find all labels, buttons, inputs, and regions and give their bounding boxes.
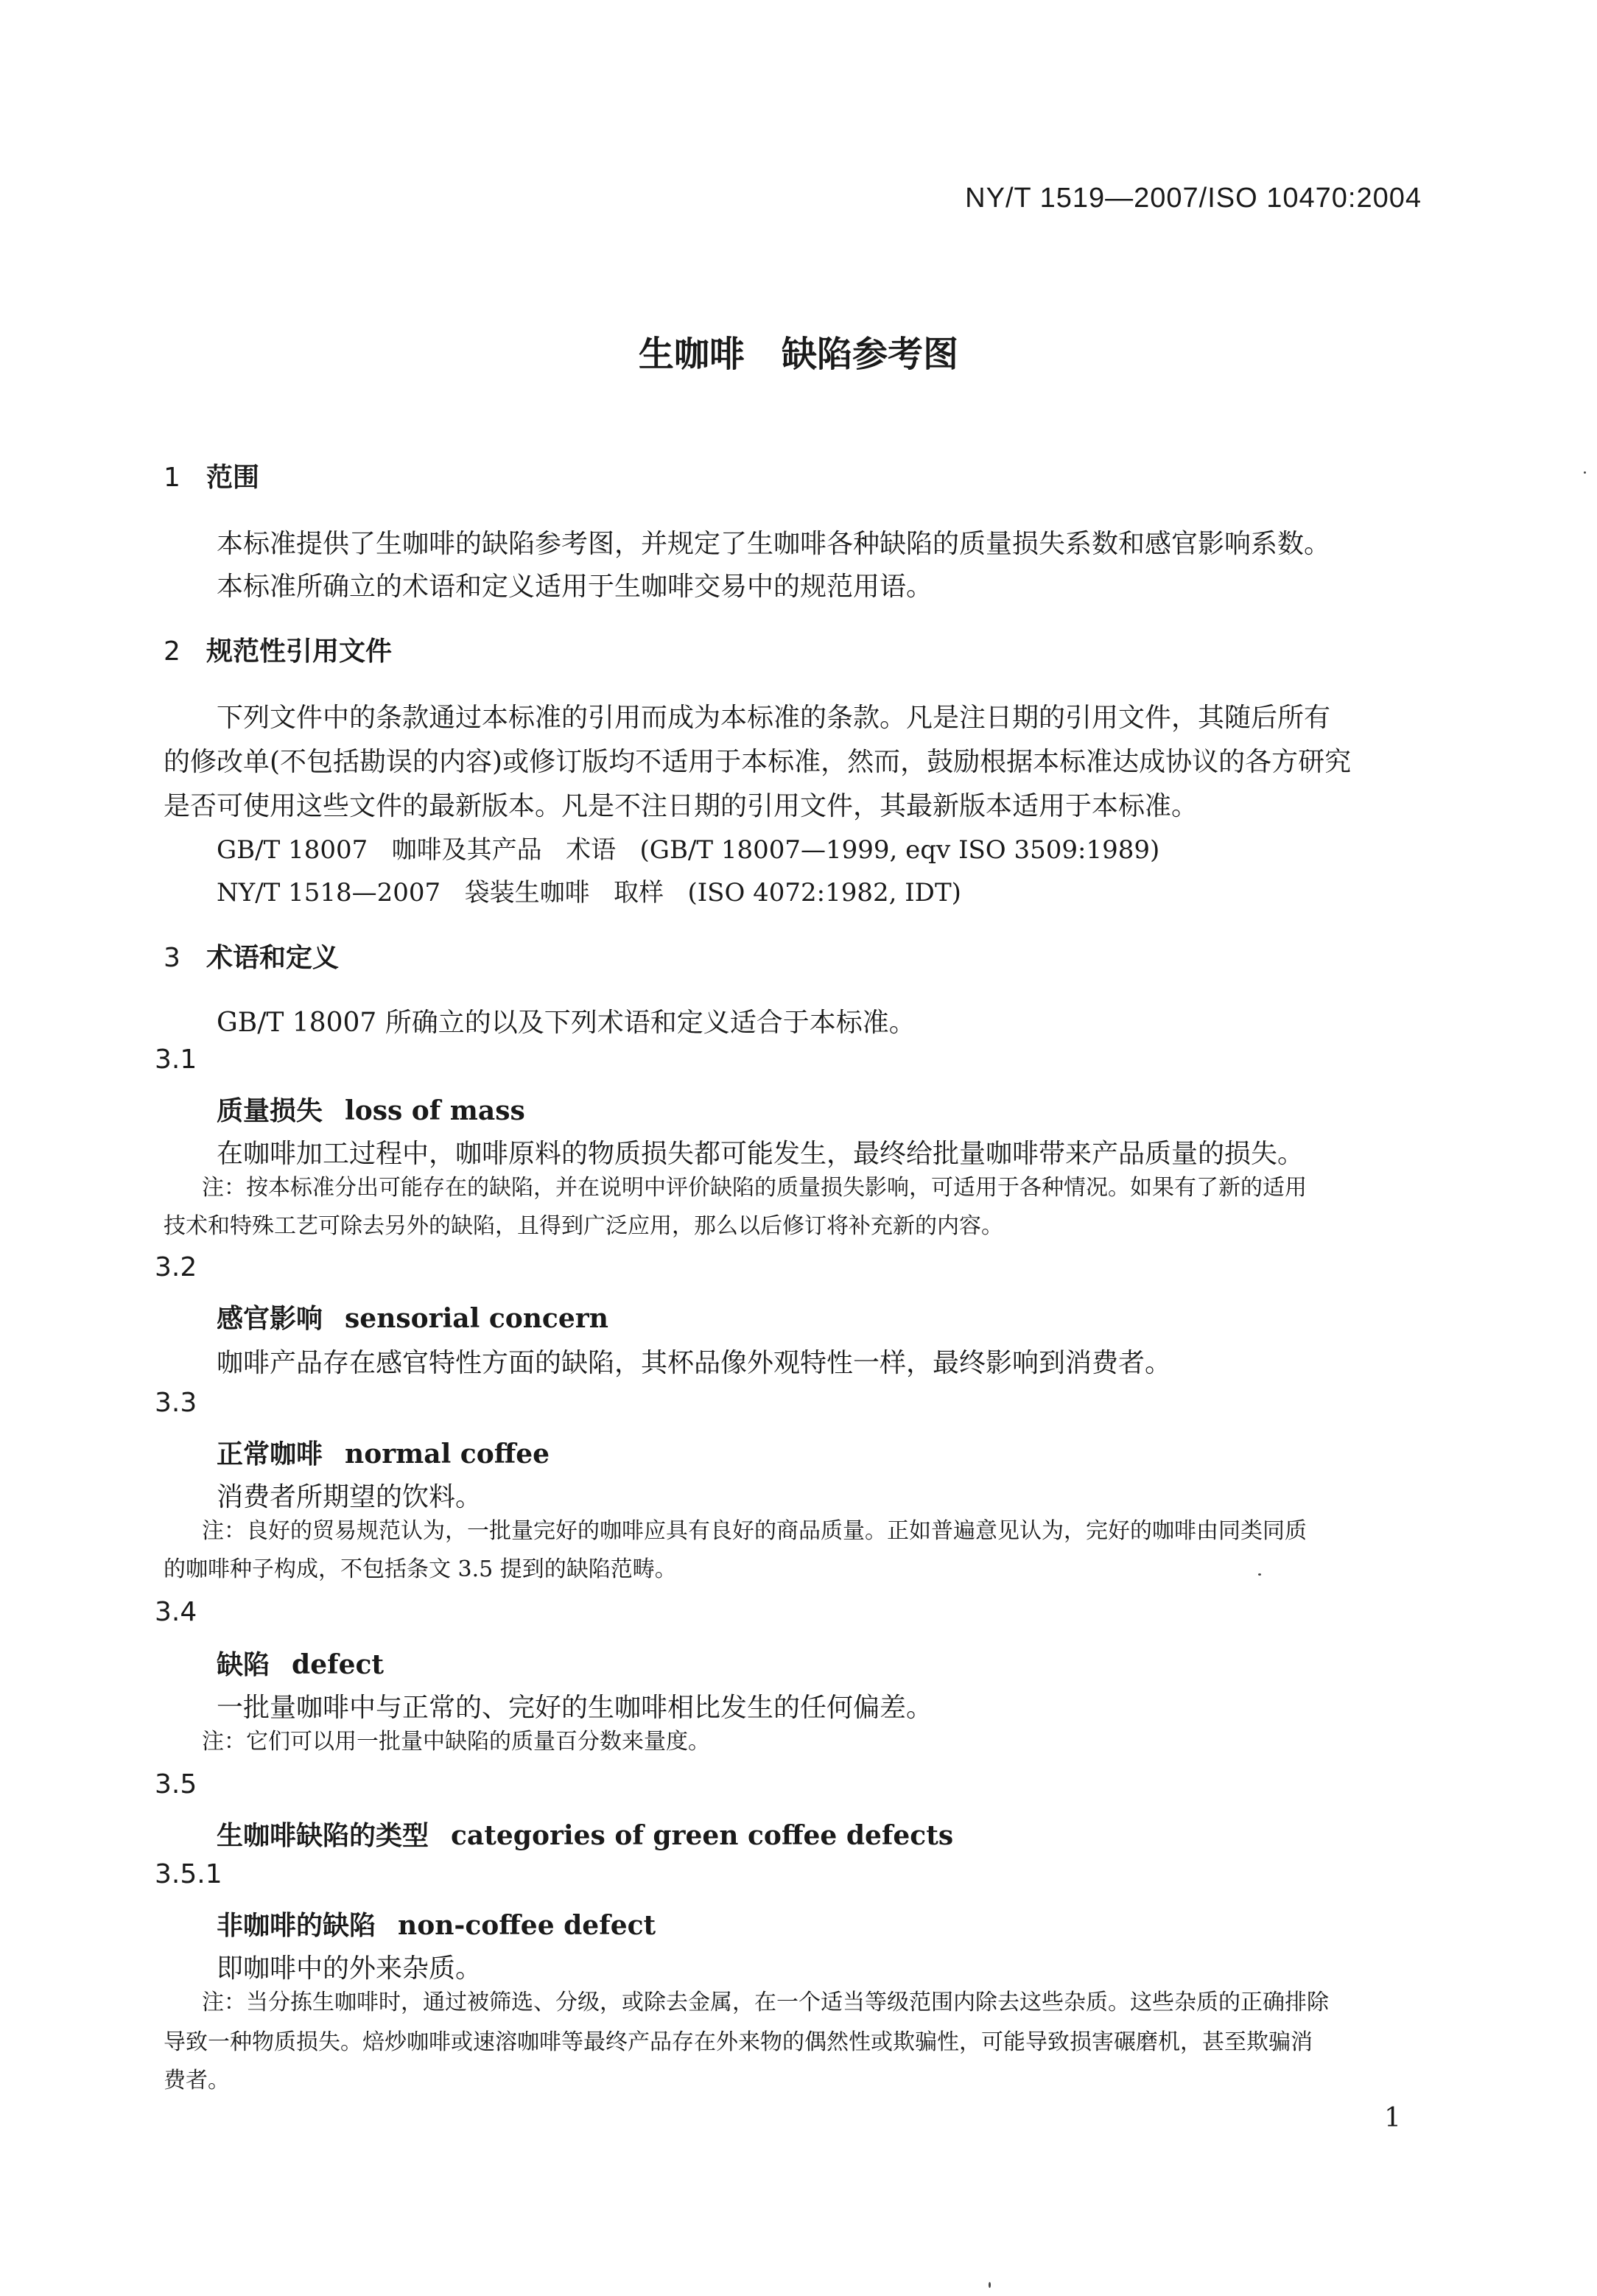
term-definition: 在咖啡加工过程中，咖啡原料的物质损失都可能发生，最终给批量咖啡带来产品质量的损失。 bbox=[217, 1139, 1305, 1169]
term-entry bbox=[217, 1090, 525, 1128]
scan-speck bbox=[1584, 471, 1586, 474]
term-entry bbox=[217, 1815, 953, 1853]
term-entry bbox=[217, 1644, 384, 1682]
term-en: non-coffee defect bbox=[398, 1910, 656, 1941]
term-definition: 咖啡产品存在感官特性方面的缺陷，其杯品像外观特性一样，最终影响到消费者。 bbox=[217, 1348, 1172, 1378]
section-title: 范围 bbox=[206, 463, 260, 493]
term-definition: 消费者所期望的饮料。 bbox=[217, 1482, 482, 1512]
term-zh: 非咖啡的缺陷 bbox=[217, 1911, 376, 1941]
section-number: 2 bbox=[164, 636, 180, 667]
note-line: 费者。 bbox=[164, 2068, 230, 2093]
term-zh: 缺陷 bbox=[217, 1650, 270, 1680]
clause-number: 3.1 bbox=[155, 1045, 197, 1075]
term-entry bbox=[217, 1433, 550, 1471]
note-line: 的咖啡种子构成，不包括条文 3.5 提到的缺陷范畴。 bbox=[164, 1556, 677, 1582]
term-en: defect bbox=[292, 1649, 385, 1680]
standard-code: NY/T 1519—2007/ISO 10470:2004 bbox=[965, 183, 1422, 214]
note-line: 导致一种物质损失。焙炒咖啡或速溶咖啡等最终产品存在外来物的偶然性或欺骗性，可能导致损害碾磨机，甚至欺骗消 bbox=[164, 2029, 1313, 2055]
paragraph-line: 的修改单(不包括勘误的内容)或修订版均不适用于本标准，然而，鼓励根据本标准达成协议的各方研究 bbox=[164, 747, 1352, 777]
term-en: normal coffee bbox=[345, 1439, 550, 1470]
note-line: 注：它们可以用一批量中缺陷的质量百分数来量度。 bbox=[202, 1729, 710, 1755]
term-entry bbox=[217, 1298, 608, 1335]
clause-number: 3.2 bbox=[155, 1252, 197, 1282]
clause-number: 3.4 bbox=[155, 1597, 197, 1627]
term-zh: 正常咖啡 bbox=[217, 1439, 323, 1470]
note-line: 注：当分拣生咖啡时，通过被筛选、分级，或除去金属，在一个适当等级范围内除去这些杂质。这些杂质的正确排除 bbox=[202, 1990, 1329, 2015]
scan-speck bbox=[989, 2282, 991, 2288]
normative-reference: GB/T 18007 咖啡及其产品 术语 (GB/T 18007—1999, eqv ISO 3509:1989) bbox=[217, 835, 1160, 865]
section-number: 3 bbox=[164, 943, 180, 973]
term-zh: 生咖啡缺陷的类型 bbox=[217, 1821, 429, 1851]
section-title: 术语和定义 bbox=[206, 943, 340, 973]
term-entry bbox=[217, 1905, 656, 1942]
paragraph-line: 是否可使用这些文件的最新版本。凡是不注日期的引用文件，其最新版本适用于本标准。 bbox=[164, 791, 1198, 821]
document-title: 生咖啡 缺陷参考图 bbox=[638, 334, 959, 375]
term-definition: 即咖啡中的外来杂质。 bbox=[217, 1953, 482, 1984]
paragraph-line: GB/T 18007 所确立的以及下列术语和定义适合于本标准。 bbox=[217, 1008, 916, 1038]
section-2-heading bbox=[164, 631, 392, 668]
paragraph-line: 下列文件中的条款通过本标准的引用而成为本标准的条款。凡是注日期的引用文件，其随后所有 bbox=[217, 703, 1331, 733]
page-number: 1 bbox=[1384, 2103, 1401, 2133]
clause-number: 3.5.1 bbox=[155, 1859, 222, 1889]
paragraph-line: 本标准提供了生咖啡的缺陷参考图，并规定了生咖啡各种缺陷的质量损失系数和感官影响系数。 bbox=[217, 529, 1331, 559]
term-zh: 感官影响 bbox=[217, 1304, 323, 1334]
term-en: sensorial concern bbox=[345, 1303, 608, 1334]
scan-speck bbox=[1258, 1573, 1261, 1576]
term-en: categories of green coffee defects bbox=[451, 1820, 954, 1851]
term-zh: 质量损失 bbox=[217, 1096, 323, 1126]
section-3-heading bbox=[164, 937, 339, 975]
section-1-heading bbox=[164, 457, 259, 494]
note-line: 注：良好的贸易规范认为，一批量完好的咖啡应具有良好的商品质量。正如普遍意见认为，完好的咖啡由同类同质 bbox=[202, 1518, 1307, 1544]
note-line: 技术和特殊工艺可除去另外的缺陷，且得到广泛应用，那么以后修订将补充新的内容。 bbox=[164, 1213, 1003, 1239]
clause-number: 3.3 bbox=[155, 1388, 197, 1418]
term-definition: 一批量咖啡中与正常的、完好的生咖啡相比发生的任何偏差。 bbox=[217, 1693, 933, 1723]
normative-reference: NY/T 1518—2007 袋装生咖啡 取样 (ISO 4072:1982, IDT) bbox=[217, 878, 961, 907]
clause-number: 3.5 bbox=[155, 1769, 197, 1800]
term-en: loss of mass bbox=[345, 1095, 525, 1126]
note-line: 注：按本标准分出可能存在的缺陷，并在说明中评价缺陷的质量损失影响，可适用于各种情况。如果有了新的适用 bbox=[202, 1175, 1307, 1201]
section-title: 规范性引用文件 bbox=[206, 636, 393, 667]
paragraph-line: 本标准所确立的术语和定义适用于生咖啡交易中的规范用语。 bbox=[217, 572, 933, 602]
section-number: 1 bbox=[164, 463, 180, 493]
